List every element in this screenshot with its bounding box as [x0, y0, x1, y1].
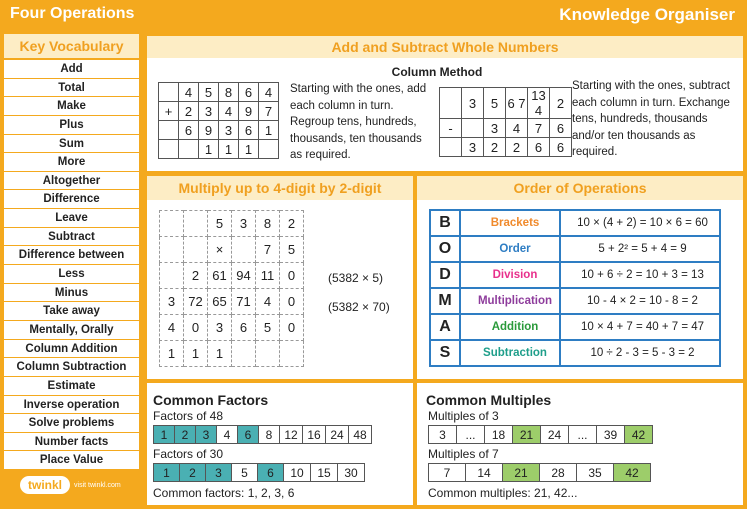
addition-cell: 4: [219, 102, 239, 121]
multiplication-cell: 5: [256, 315, 280, 341]
vocabulary-item: Subtract: [4, 228, 139, 247]
title-bar: [0, 0, 747, 32]
factor-cell: 8: [258, 425, 280, 444]
factor-cell: 12: [279, 425, 303, 444]
multiple-cell: 21: [512, 425, 541, 444]
subtraction-cell: 5: [484, 88, 506, 119]
bodmas-row: [430, 262, 720, 288]
bodmas-name: Addition: [460, 314, 560, 340]
common-factors-result: Common factors: 1, 2, 3, 6: [153, 486, 295, 500]
factor-cell: 48: [348, 425, 372, 444]
subtraction-cell: [440, 138, 462, 157]
multiply-panel: [147, 176, 413, 379]
organiser-title: Knowledge Organiser: [559, 5, 735, 24]
vocabulary-item: Plus: [4, 116, 139, 135]
multiplication-cell: 3: [208, 315, 232, 341]
multiply-title: Multiply up to 4-digit by 2-digit: [147, 176, 413, 200]
subtraction-row: [440, 138, 572, 157]
addition-cell: 1: [259, 121, 279, 140]
multiplication-row: [160, 341, 304, 367]
multiplication-cell: [232, 237, 256, 263]
common-factors-panel: [147, 383, 413, 505]
vocabulary-item: Add: [4, 60, 139, 79]
multiplication-cell: [184, 237, 208, 263]
vocabulary-item: Make: [4, 97, 139, 116]
multiplication-cell: 1: [160, 341, 184, 367]
bodmas-name: Order: [460, 236, 560, 262]
multiplication-cell: 2: [280, 211, 304, 237]
common-multiples-title: Common Multiples: [426, 392, 552, 408]
bodmas-row: [430, 236, 720, 262]
multiplication-cell: 4: [160, 315, 184, 341]
factor-cell: 10: [283, 463, 311, 482]
bodmas-example: 5 + 2² = 5 + 4 = 9: [560, 236, 720, 262]
multiples-3-label: Multiples of 3: [428, 409, 499, 423]
addition-cell: 2: [179, 102, 199, 121]
addition-cell: 9: [239, 102, 259, 121]
multiplication-cell: 3: [160, 289, 184, 315]
factors-48-cells: [153, 425, 371, 444]
multiplication-cell: 0: [280, 263, 304, 289]
bodmas-row: [430, 210, 720, 236]
factor-cell: 24: [325, 425, 349, 444]
multiplication-cell: 11: [256, 263, 280, 289]
bodmas-row: [430, 340, 720, 366]
bodmas-name: Subtraction: [460, 340, 560, 366]
common-multiples-result: Common multiples: 21, 42...: [428, 486, 578, 500]
column-method-title: Column Method: [391, 65, 483, 79]
multiples-7-cells: [428, 463, 650, 482]
add-subtract-title: Add and Subtract Whole Numbers: [147, 36, 743, 58]
multiplication-cell: 61: [208, 263, 232, 289]
vocabulary-item: More: [4, 153, 139, 172]
subtraction-cell: 7: [528, 119, 550, 138]
multiplication-cell: 71: [232, 289, 256, 315]
multiplication-cell: 4: [256, 289, 280, 315]
factor-cell: 1: [153, 425, 175, 444]
vocabulary-item: Inverse operation: [4, 396, 139, 415]
multiplication-grid: [159, 210, 304, 367]
multiplication-cell: 8: [256, 211, 280, 237]
multiplication-cell: [160, 263, 184, 289]
multiple-cell: 42: [613, 463, 651, 482]
note-times-70: (5382 × 70): [328, 300, 390, 314]
multiplication-cell: 1: [184, 341, 208, 367]
multiplication-cell: [184, 211, 208, 237]
multiple-cell: 28: [539, 463, 577, 482]
multiplication-cell: [160, 211, 184, 237]
addition-row: [159, 121, 279, 140]
twinkl-logo: twinkl visit twinkl.com: [20, 476, 121, 494]
topic-title: Four Operations: [10, 5, 135, 22]
multiplication-row: [160, 315, 304, 341]
vocabulary-title: Key Vocabulary: [4, 34, 139, 58]
vocabulary-item: Estimate: [4, 377, 139, 396]
subtraction-cell: 13 4: [528, 88, 550, 119]
subtraction-cell: 3: [484, 119, 506, 138]
subtraction-description: Starting with the ones, subtract each column in turn. Exchange tens, hundreds, thousands and/or ten thousands as required.: [572, 80, 730, 158]
bodmas-letter: B: [430, 210, 460, 236]
multiples-7-label: Multiples of 7: [428, 447, 499, 461]
factors-48-label: Factors of 48: [153, 409, 224, 423]
subtraction-cell: [440, 88, 462, 119]
addition-cell: 6: [239, 121, 259, 140]
multiplication-cell: 5: [280, 237, 304, 263]
multiplication-cell: 5: [208, 211, 232, 237]
multiplication-cell: ×: [208, 237, 232, 263]
multiplication-cell: 94: [232, 263, 256, 289]
addition-row: [159, 102, 279, 121]
subtraction-cell: -: [440, 119, 462, 138]
addition-row: [159, 83, 279, 102]
factor-cell: 1: [153, 463, 180, 482]
note-times-5: (5382 × 5): [328, 271, 384, 285]
order-of-operations-title: Order of Operations: [417, 176, 743, 200]
multiple-cell: 35: [576, 463, 614, 482]
addition-cell: 5: [199, 83, 219, 102]
factor-cell: 3: [195, 425, 217, 444]
addition-cell: 1: [239, 140, 259, 159]
multiplication-cell: 2: [184, 263, 208, 289]
addition-cell: 6: [179, 121, 199, 140]
vocabulary-item: Total: [4, 79, 139, 98]
multiple-cell: ...: [456, 425, 485, 444]
vocabulary-list: [4, 60, 139, 470]
addition-cell: [159, 140, 179, 159]
common-factors-title: Common Factors: [153, 392, 269, 408]
bodmas-name: Multiplication: [460, 288, 560, 314]
factor-cell: 6: [237, 425, 259, 444]
multiplication-cell: 6: [232, 315, 256, 341]
subtraction-cell: 3: [462, 88, 484, 119]
bodmas-letter: O: [430, 236, 460, 262]
column-addition-grid: [158, 82, 279, 159]
multiplication-cell: 3: [232, 211, 256, 237]
subtraction-row: [440, 88, 572, 119]
multiplication-cell: 1: [208, 341, 232, 367]
vocabulary-item: Place Value: [4, 451, 139, 470]
multiple-cell: ...: [568, 425, 597, 444]
multiple-cell: 18: [484, 425, 513, 444]
factor-cell: 2: [174, 425, 196, 444]
multiple-cell: 39: [596, 425, 625, 444]
multiplication-row: [160, 211, 304, 237]
add-subtract-panel: [147, 36, 743, 171]
addition-cell: 8: [219, 83, 239, 102]
subtraction-cell: 6: [550, 119, 572, 138]
bodmas-letter: M: [430, 288, 460, 314]
bodmas-example: 10 - 4 × 2 = 10 - 8 = 2: [560, 288, 720, 314]
column-subtraction-grid: [439, 87, 572, 157]
factors-30-cells: [153, 463, 364, 482]
vocabulary-item: Number facts: [4, 433, 139, 452]
bodmas-table: [429, 209, 721, 367]
factor-cell: 15: [310, 463, 338, 482]
multiple-cell: 14: [465, 463, 503, 482]
factor-cell: 30: [337, 463, 365, 482]
multiple-cell: 7: [428, 463, 466, 482]
multiplication-cell: [160, 237, 184, 263]
multiplication-cell: [256, 341, 280, 367]
subtraction-cell: 6: [528, 138, 550, 157]
vocabulary-item: Solve problems: [4, 414, 139, 433]
addition-cell: 1: [219, 140, 239, 159]
bodmas-letter: A: [430, 314, 460, 340]
vocabulary-sidebar: [0, 32, 143, 509]
addition-cell: 3: [199, 102, 219, 121]
bodmas-row: [430, 314, 720, 340]
addition-description: Starting with the ones, add each column in turn. Regroup tens, hundreds, thousands, ten thousands as required.: [290, 83, 427, 161]
vocabulary-item: Altogether: [4, 172, 139, 191]
multiple-cell: 42: [624, 425, 653, 444]
multiple-cell: 21: [502, 463, 540, 482]
multiples-3-cells: [428, 425, 652, 444]
bodmas-name: Division: [460, 262, 560, 288]
multiplication-cell: [232, 341, 256, 367]
vocabulary-item: Difference: [4, 190, 139, 209]
vocabulary-item: Column Subtraction: [4, 358, 139, 377]
multiplication-cell: 72: [184, 289, 208, 315]
bodmas-example: 10 × 4 + 7 = 40 + 7 = 47: [560, 314, 720, 340]
vocabulary-item: Less: [4, 265, 139, 284]
subtraction-row: [440, 119, 572, 138]
addition-row: [159, 140, 279, 159]
addition-cell: [159, 83, 179, 102]
addition-cell: 9: [199, 121, 219, 140]
vocabulary-item: Difference between: [4, 246, 139, 265]
vocabulary-item: Column Addition: [4, 340, 139, 359]
addition-cell: [159, 121, 179, 140]
factor-cell: 2: [179, 463, 206, 482]
multiple-cell: 3: [428, 425, 457, 444]
vocabulary-item: Leave: [4, 209, 139, 228]
multiplication-row: [160, 237, 304, 263]
subtraction-cell: 4: [506, 119, 528, 138]
multiplication-row: [160, 263, 304, 289]
bodmas-name: Brackets: [460, 210, 560, 236]
bodmas-letter: D: [430, 262, 460, 288]
multiplication-cell: 7: [256, 237, 280, 263]
subtraction-cell: 3: [462, 138, 484, 157]
addition-cell: 4: [179, 83, 199, 102]
bodmas-example: 10 ÷ 2 - 3 = 5 - 3 = 2: [560, 340, 720, 366]
addition-cell: 7: [259, 102, 279, 121]
vocabulary-item: Minus: [4, 284, 139, 303]
addition-cell: 3: [219, 121, 239, 140]
factor-cell: 4: [216, 425, 238, 444]
multiplication-cell: 0: [280, 289, 304, 315]
multiplication-cell: 0: [184, 315, 208, 341]
multiple-cell: 24: [540, 425, 569, 444]
subtraction-cell: 6 7: [506, 88, 528, 119]
addition-cell: +: [159, 102, 179, 121]
factor-cell: 3: [205, 463, 232, 482]
addition-cell: 1: [199, 140, 219, 159]
vocabulary-item: Sum: [4, 135, 139, 154]
factor-cell: 5: [231, 463, 258, 482]
multiplication-cell: [280, 341, 304, 367]
vocabulary-item: Mentally, Orally: [4, 321, 139, 340]
order-of-operations-panel: [417, 176, 743, 379]
multiplication-row: [160, 289, 304, 315]
subtraction-cell: 6: [550, 138, 572, 157]
multiplication-cell: 0: [280, 315, 304, 341]
addition-cell: [179, 140, 199, 159]
subtraction-cell: 2: [550, 88, 572, 119]
vocabulary-item: Take away: [4, 302, 139, 321]
multiplication-cell: 65: [208, 289, 232, 315]
bodmas-letter: S: [430, 340, 460, 366]
bodmas-row: [430, 288, 720, 314]
subtraction-cell: [462, 119, 484, 138]
subtraction-cell: 2: [506, 138, 528, 157]
addition-cell: 4: [259, 83, 279, 102]
common-multiples-panel: [417, 383, 743, 505]
bodmas-example: 10 × (4 + 2) = 10 × 6 = 60: [560, 210, 720, 236]
factors-30-label: Factors of 30: [153, 447, 224, 461]
subtraction-cell: 2: [484, 138, 506, 157]
addition-cell: 6: [239, 83, 259, 102]
bodmas-example: 10 + 6 ÷ 2 = 10 + 3 = 13: [560, 262, 720, 288]
factor-cell: 16: [302, 425, 326, 444]
addition-cell: [259, 140, 279, 159]
factor-cell: 6: [257, 463, 284, 482]
